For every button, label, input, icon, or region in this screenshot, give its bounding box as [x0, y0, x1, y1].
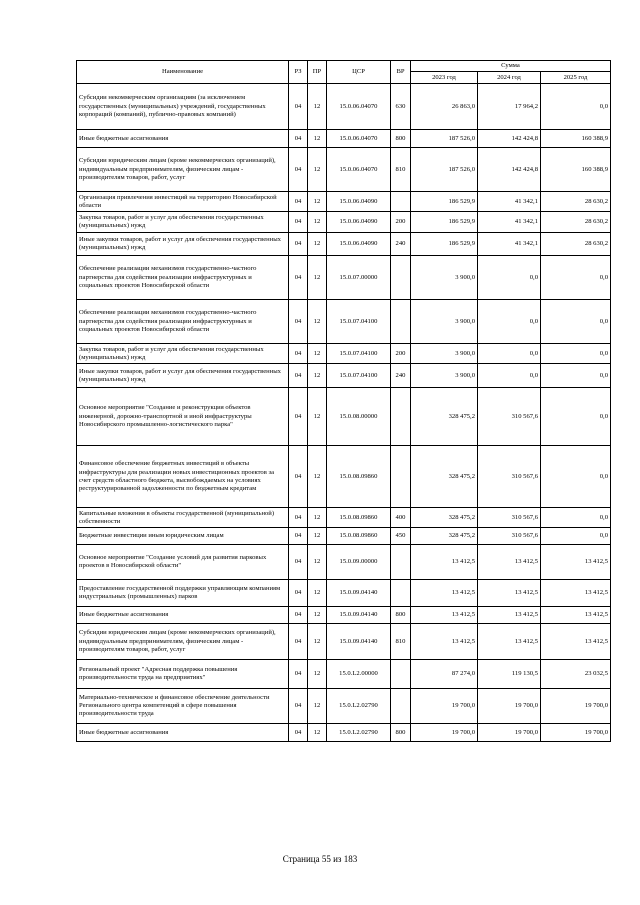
row-csr: 15.0.07.00000: [327, 256, 391, 300]
row-name: Субсидии юридическим лицам (кроме некоммерческих организаций), индивидуальным предпринимателям, физическим лицам - производителям товаров, работ, услуг: [77, 624, 289, 660]
row-csr: 15.0.07.04100: [327, 300, 391, 344]
row-rz: 04: [289, 364, 308, 388]
row-name: Финансовое обеспечение бюджетных инвестиций в объекты инфраструктуры для реализации новых инвестиционных проектов за счет средств областного бюджета, высвобождаемых на условиях реструктурированной задолженности по бюджетным кредитам: [77, 446, 289, 508]
row-csr: 15.0.L2.00000: [327, 660, 391, 689]
row-amount-2024: 41 342,1: [478, 233, 541, 256]
row-pr: 12: [308, 192, 327, 212]
budget-table: [76, 60, 611, 742]
row-rz: 04: [289, 233, 308, 256]
row-amount-2023: 3 900,0: [411, 344, 478, 364]
row-rz: 04: [289, 388, 308, 446]
header-pr: ПР: [308, 61, 327, 84]
row-rz: 04: [289, 344, 308, 364]
row-name: Организация привлечения инвестиций на территорию Новосибирской области: [77, 192, 289, 212]
table-row: [77, 689, 611, 724]
row-amount-2023: 186 529,9: [411, 233, 478, 256]
row-name: Капитальные вложения в объекты государственной (муниципальной) собственности: [77, 508, 289, 528]
row-amount-2025: 28 630,2: [541, 192, 611, 212]
row-amount-2025: 0,0: [541, 84, 611, 130]
row-amount-2024: 13 412,5: [478, 607, 541, 624]
table-row: [77, 580, 611, 607]
row-rz: 04: [289, 528, 308, 545]
row-name: Иные бюджетные ассигнования: [77, 130, 289, 148]
row-amount-2025: 13 412,5: [541, 580, 611, 607]
row-amount-2023: 87 274,0: [411, 660, 478, 689]
table-row: [77, 388, 611, 446]
row-rz: 04: [289, 300, 308, 344]
row-amount-2025: 0,0: [541, 344, 611, 364]
row-pr: 12: [308, 148, 327, 192]
row-csr: 15.0.09.04140: [327, 607, 391, 624]
row-rz: 04: [289, 689, 308, 724]
row-amount-2025: 0,0: [541, 528, 611, 545]
row-pr: 12: [308, 607, 327, 624]
table-row: [77, 364, 611, 388]
row-pr: 12: [308, 84, 327, 130]
row-rz: 04: [289, 545, 308, 580]
row-amount-2023: 26 863,0: [411, 84, 478, 130]
row-amount-2023: 328 475,2: [411, 446, 478, 508]
row-pr: 12: [308, 545, 327, 580]
row-csr: 15.0.L2.02790: [327, 689, 391, 724]
table-row: [77, 212, 611, 233]
row-amount-2023: 3 900,0: [411, 256, 478, 300]
row-name: Основное мероприятие "Создание условий для развития парковых проектов в Новосибирской области": [77, 545, 289, 580]
table-row: [77, 300, 611, 344]
row-amount-2024: 13 412,5: [478, 545, 541, 580]
row-amount-2024: 142 424,8: [478, 130, 541, 148]
row-csr: 15.0.07.04100: [327, 364, 391, 388]
row-amount-2024: 19 700,0: [478, 689, 541, 724]
row-vr: [391, 545, 411, 580]
row-rz: 04: [289, 724, 308, 742]
row-vr: 800: [391, 130, 411, 148]
row-csr: 15.0.06.04070: [327, 84, 391, 130]
table-row: [77, 148, 611, 192]
row-vr: 450: [391, 528, 411, 545]
row-pr: 12: [308, 364, 327, 388]
row-csr: 15.0.06.04070: [327, 130, 391, 148]
row-vr: [391, 580, 411, 607]
row-amount-2025: 0,0: [541, 256, 611, 300]
table-header: [77, 61, 611, 84]
row-amount-2023: 187 526,0: [411, 130, 478, 148]
table-row: [77, 508, 611, 528]
row-pr: 12: [308, 660, 327, 689]
header-row: [77, 61, 611, 72]
row-vr: 200: [391, 344, 411, 364]
row-amount-2023: 186 529,9: [411, 192, 478, 212]
row-rz: 04: [289, 580, 308, 607]
row-rz: 04: [289, 192, 308, 212]
row-vr: [391, 388, 411, 446]
row-amount-2025: 13 412,5: [541, 545, 611, 580]
row-amount-2023: 186 529,9: [411, 212, 478, 233]
row-amount-2024: 0,0: [478, 256, 541, 300]
header-year-2024: 2024 год: [478, 72, 541, 84]
row-amount-2023: 187 526,0: [411, 148, 478, 192]
row-amount-2023: 3 900,0: [411, 364, 478, 388]
row-amount-2025: 160 388,9: [541, 148, 611, 192]
row-pr: 12: [308, 130, 327, 148]
row-amount-2025: 0,0: [541, 388, 611, 446]
row-name: Иные закупки товаров, работ и услуг для обеспечения государственных (муниципальных) нужд: [77, 233, 289, 256]
row-csr: 15.0.08.09860: [327, 446, 391, 508]
header-csr: ЦСР: [327, 61, 391, 84]
row-vr: 800: [391, 607, 411, 624]
row-rz: 04: [289, 660, 308, 689]
row-amount-2025: 28 630,2: [541, 212, 611, 233]
row-rz: 04: [289, 508, 308, 528]
row-amount-2024: 310 567,6: [478, 508, 541, 528]
row-name: Закупка товаров, работ и услуг для обеспечения государственных (муниципальных) нужд: [77, 344, 289, 364]
row-rz: 04: [289, 84, 308, 130]
row-amount-2024: 41 342,1: [478, 192, 541, 212]
row-name: Субсидии юридическим лицам (кроме некоммерческих организаций), индивидуальным предпринимателям, физическим лицам - производителям товаров, работ, услуг: [77, 148, 289, 192]
table-row: [77, 528, 611, 545]
row-name: Материально-техническое и финансовое обеспечение деятельности Регионального центра компетенций в сфере повышения производительности труда: [77, 689, 289, 724]
row-amount-2024: 0,0: [478, 300, 541, 344]
row-amount-2025: 0,0: [541, 508, 611, 528]
row-rz: 04: [289, 446, 308, 508]
row-rz: 04: [289, 607, 308, 624]
row-name: Региональный проект "Адресная поддержка повышения производительности труда на предприятиях": [77, 660, 289, 689]
row-amount-2024: 41 342,1: [478, 212, 541, 233]
row-rz: 04: [289, 212, 308, 233]
row-name: Обеспечение реализации механизмов государственно-частного партнерства для содействия реализации инфраструктурных и социальных проектов Новосибирской области: [77, 300, 289, 344]
row-pr: 12: [308, 233, 327, 256]
row-pr: 12: [308, 388, 327, 446]
row-amount-2024: 0,0: [478, 344, 541, 364]
row-amount-2025: 23 032,5: [541, 660, 611, 689]
row-rz: 04: [289, 256, 308, 300]
row-amount-2023: 19 700,0: [411, 689, 478, 724]
table-row: [77, 660, 611, 689]
row-amount-2025: 160 388,9: [541, 130, 611, 148]
header-year-2025: 2025 год: [541, 72, 611, 84]
header-rz: РЗ: [289, 61, 308, 84]
row-csr: 15.0.L2.02790: [327, 724, 391, 742]
row-amount-2025: 13 412,5: [541, 624, 611, 660]
row-pr: 12: [308, 724, 327, 742]
row-vr: 800: [391, 724, 411, 742]
row-csr: 15.0.09.04140: [327, 624, 391, 660]
table-row: [77, 344, 611, 364]
row-pr: 12: [308, 508, 327, 528]
row-amount-2023: 13 412,5: [411, 580, 478, 607]
row-pr: 12: [308, 212, 327, 233]
row-name: Субсидии некоммерческим организациям (за исключением государственных (муниципальных) учреждений, государственных корпораций (компаний), публично-правовых компаний): [77, 84, 289, 130]
row-amount-2024: 19 700,0: [478, 724, 541, 742]
row-vr: 240: [391, 233, 411, 256]
row-vr: [391, 660, 411, 689]
row-amount-2023: 328 475,2: [411, 528, 478, 545]
row-csr: 15.0.06.04090: [327, 192, 391, 212]
row-csr: 15.0.08.00000: [327, 388, 391, 446]
header-year-2023: 2023 год: [411, 72, 478, 84]
row-amount-2023: 13 412,5: [411, 545, 478, 580]
row-amount-2023: 328 475,2: [411, 388, 478, 446]
table-row: [77, 724, 611, 742]
table-body: [77, 84, 611, 742]
row-pr: 12: [308, 300, 327, 344]
row-amount-2024: 310 567,6: [478, 388, 541, 446]
row-csr: 15.0.08.09860: [327, 528, 391, 545]
row-vr: 810: [391, 624, 411, 660]
row-amount-2025: 0,0: [541, 364, 611, 388]
row-name: Бюджетные инвестиции иным юридическим лицам: [77, 528, 289, 545]
row-amount-2025: 19 700,0: [541, 724, 611, 742]
row-amount-2024: 0,0: [478, 364, 541, 388]
row-vr: 400: [391, 508, 411, 528]
header-name: Наименование: [77, 61, 289, 84]
row-name: Иные бюджетные ассигнования: [77, 607, 289, 624]
table-row: [77, 607, 611, 624]
row-csr: 15.0.06.04090: [327, 233, 391, 256]
row-name: Обеспечение реализации механизмов государственно-частного партнерства для содействия реализации инфраструктурных и социальных проектов Новосибирской области: [77, 256, 289, 300]
row-name: Основное мероприятие "Создание и реконструкция объектов инженерной, дорожно-транспортной и иной инфраструктуры Новосибирского промышленно-логистического парка": [77, 388, 289, 446]
row-amount-2023: 13 412,5: [411, 624, 478, 660]
table-row: [77, 256, 611, 300]
row-pr: 12: [308, 344, 327, 364]
row-amount-2025: 0,0: [541, 300, 611, 344]
row-vr: 810: [391, 148, 411, 192]
row-amount-2024: 310 567,6: [478, 446, 541, 508]
row-pr: 12: [308, 446, 327, 508]
row-rz: 04: [289, 130, 308, 148]
page-number: Страница 55 из 183: [282, 854, 358, 864]
row-pr: 12: [308, 689, 327, 724]
row-amount-2024: 142 424,8: [478, 148, 541, 192]
header-vr: ВР: [391, 61, 411, 84]
row-amount-2023: 13 412,5: [411, 607, 478, 624]
table-row: [77, 84, 611, 130]
row-amount-2024: 310 567,6: [478, 528, 541, 545]
row-amount-2025: 13 412,5: [541, 607, 611, 624]
table-row: [77, 192, 611, 212]
row-csr: 15.0.06.04090: [327, 212, 391, 233]
row-name: Иные закупки товаров, работ и услуг для обеспечения государственных (муниципальных) нужд: [77, 364, 289, 388]
row-vr: 240: [391, 364, 411, 388]
row-vr: [391, 689, 411, 724]
table-row: [77, 233, 611, 256]
row-pr: 12: [308, 580, 327, 607]
row-vr: 630: [391, 84, 411, 130]
row-amount-2023: 19 700,0: [411, 724, 478, 742]
row-amount-2025: 0,0: [541, 446, 611, 508]
row-vr: [391, 192, 411, 212]
row-vr: [391, 300, 411, 344]
row-amount-2023: 328 475,2: [411, 508, 478, 528]
row-csr: 15.0.06.04070: [327, 148, 391, 192]
row-amount-2024: 17 964,2: [478, 84, 541, 130]
table-row: [77, 130, 611, 148]
row-csr: 15.0.08.09860: [327, 508, 391, 528]
row-rz: 04: [289, 148, 308, 192]
row-amount-2024: 119 130,5: [478, 660, 541, 689]
row-rz: 04: [289, 624, 308, 660]
row-pr: 12: [308, 528, 327, 545]
row-pr: 12: [308, 256, 327, 300]
row-amount-2025: 28 630,2: [541, 233, 611, 256]
row-name: Предоставление государственной поддержки управляющим компаниям индустриальных (промышленных) парков: [77, 580, 289, 607]
table-row: [77, 446, 611, 508]
row-name: Закупка товаров, работ и услуг для обеспечения государственных (муниципальных) нужд: [77, 212, 289, 233]
row-name: Иные бюджетные ассигнования: [77, 724, 289, 742]
row-pr: 12: [308, 624, 327, 660]
row-csr: 15.0.09.00000: [327, 545, 391, 580]
row-amount-2024: 13 412,5: [478, 580, 541, 607]
row-amount-2023: 3 900,0: [411, 300, 478, 344]
row-csr: 15.0.07.04100: [327, 344, 391, 364]
row-amount-2025: 19 700,0: [541, 689, 611, 724]
header-sum: Сумма: [411, 61, 611, 72]
row-csr: 15.0.09.04140: [327, 580, 391, 607]
row-amount-2024: 13 412,5: [478, 624, 541, 660]
table-row: [77, 624, 611, 660]
row-vr: [391, 446, 411, 508]
table-row: [77, 545, 611, 580]
row-vr: 200: [391, 212, 411, 233]
row-vr: [391, 256, 411, 300]
